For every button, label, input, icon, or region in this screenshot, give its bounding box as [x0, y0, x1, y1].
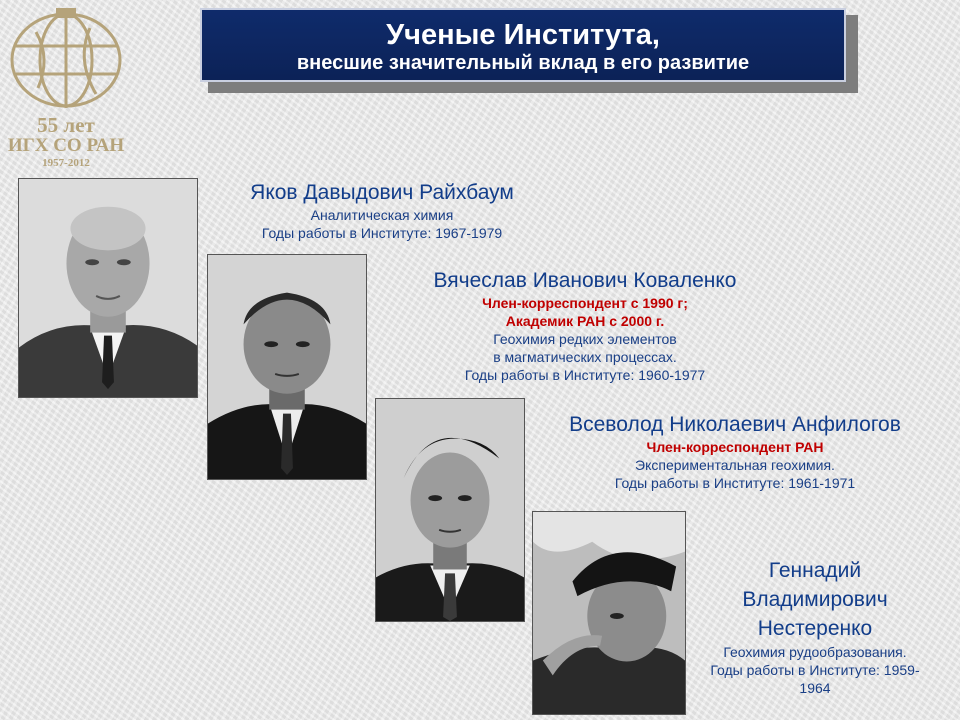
scientist-raikhbaum [222, 180, 542, 242]
scientist-field: в магматических процессах. [493, 349, 677, 365]
scientist-rank: Академик РАН с 2000 г. [505, 313, 665, 329]
institute-emblem-icon [6, 8, 126, 110]
anniversary-logo [0, 0, 132, 175]
page-title: Ученые Института, [386, 19, 660, 51]
scientist-years: Годы работы в Институте: 1961-1971 [614, 475, 856, 491]
scientist-rank: Член-корреспондент с 1990 г; [482, 295, 688, 311]
portrait-photo-anfilogov [375, 398, 525, 622]
scientist-field: Экспериментальная геохимия. [635, 457, 835, 473]
scientist-name: Нестеренко [757, 617, 873, 640]
portrait-photo-nesterenko [532, 511, 686, 715]
scientist-years: 1964 [799, 680, 831, 696]
scientist-years: Годы работы в Институте: 1959- [710, 662, 920, 678]
scientist-name: Яков Давыдович Райхбаум [250, 181, 514, 204]
page-subtitle: внесшие значительный вклад в его развитие [296, 52, 750, 74]
portrait-photo-raikhbaum [18, 178, 198, 398]
scientist-anfilogov [535, 412, 935, 492]
scientist-nesterenko [690, 556, 940, 697]
scientist-name: Всеволод Николаевич Анфилогов [569, 413, 901, 436]
portrait-photo-kovalenko [207, 254, 367, 480]
scientist-name: Вячеслав Иванович Коваленко [433, 269, 737, 292]
title-banner [200, 8, 846, 82]
scientist-years: Годы работы в Институте: 1967-1979 [261, 225, 503, 241]
scientist-field: Геохимия редких элементов [493, 331, 677, 347]
scientist-years: Годы работы в Институте: 1960-1977 [464, 367, 706, 383]
scientist-name: Геннадий [768, 559, 862, 582]
logo-years-text: 1957-2012 [42, 157, 90, 169]
logo-institute-text: ИГХ СО РАН [7, 135, 125, 156]
scientist-kovalenko [400, 268, 770, 384]
scientist-rank: Член-корреспондент РАН [646, 439, 824, 455]
logo-anniversary-text: 55 лет [37, 113, 95, 137]
scientist-name: Владимирович [742, 588, 888, 611]
scientist-field: Геохимия рудообразования. [723, 644, 907, 660]
scientist-field: Аналитическая химия [310, 207, 454, 223]
